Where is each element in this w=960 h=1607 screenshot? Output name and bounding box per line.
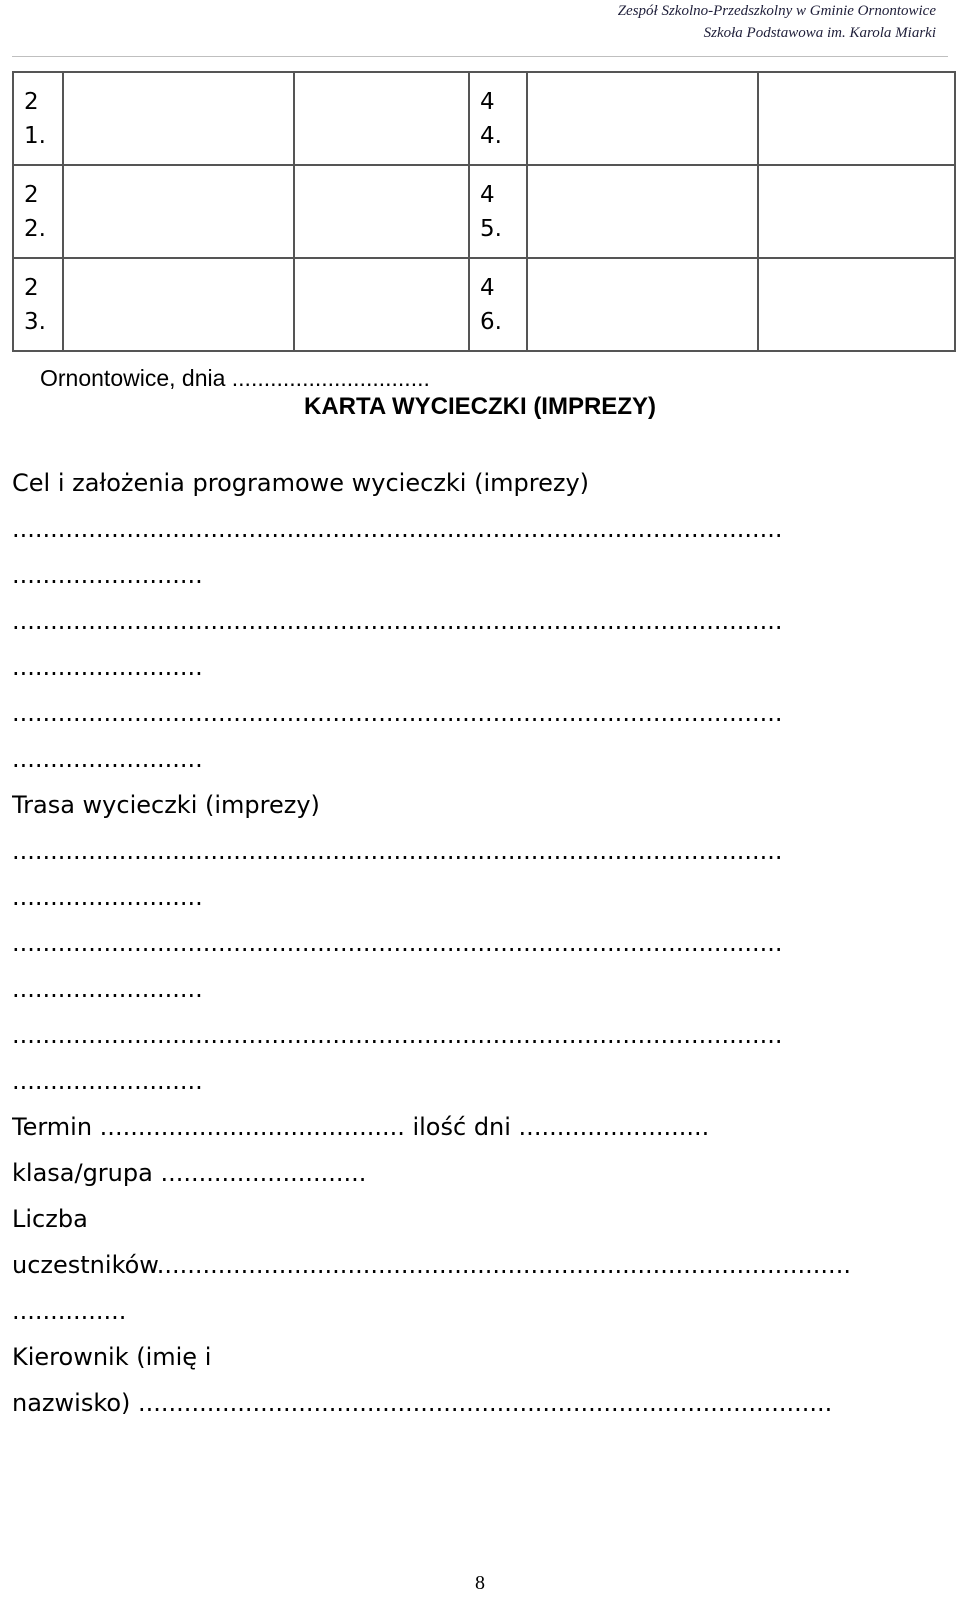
goals-line-2[interactable]: ..................................................................................................... [12, 607, 783, 635]
route-line-2[interactable]: ..................................................................................................... [12, 929, 783, 957]
term-days-field[interactable]: Termin ........................................ ilość dni ......................... [12, 1113, 710, 1141]
participants-count-field[interactable]: uczestników........................................................................................... [12, 1251, 851, 1279]
class-cell[interactable] [758, 258, 955, 351]
participants-table [12, 71, 956, 352]
goals-line-3[interactable]: ..................................................................................................... [12, 699, 783, 727]
name-cell[interactable] [63, 258, 294, 351]
leader-label: Kierownik (imię i [12, 1343, 212, 1371]
goals-line-1-cont[interactable]: ......................... [12, 561, 203, 589]
class-group-field[interactable]: klasa/grupa ........................... [12, 1159, 367, 1187]
table-row [13, 165, 955, 258]
row-number-cell: 2 1. [13, 72, 63, 165]
goals-line-2-cont[interactable]: ......................... [12, 653, 203, 681]
header-school-name: Szkoła Podstawowa im. Karola Miarki [703, 25, 936, 41]
goals-line-1[interactable]: ..................................................................................................... [12, 515, 783, 543]
participants-count-cont[interactable]: ............... [12, 1297, 127, 1325]
route-line-1[interactable]: ..................................................................................................... [12, 837, 783, 865]
row-number-cell: 2 3. [13, 258, 63, 351]
name-cell[interactable] [527, 165, 758, 258]
row-number-cell: 4 5. [469, 165, 527, 258]
class-cell[interactable] [294, 258, 469, 351]
route-line-3-cont[interactable]: ......................... [12, 1067, 203, 1095]
name-cell[interactable] [63, 165, 294, 258]
row-number-cell: 4 6. [469, 258, 527, 351]
header-school-group: Zespół Szkolno-Przedszkolny w Gminie Ornontowice [617, 3, 936, 19]
class-cell[interactable] [294, 72, 469, 165]
route-line-3[interactable]: ..................................................................................................... [12, 1021, 783, 1049]
form-title: KARTA WYCIECZKI (IMPREZY) [304, 393, 656, 420]
row-number-cell: 4 4. [469, 72, 527, 165]
name-cell[interactable] [63, 72, 294, 165]
table-row [13, 72, 955, 165]
goals-label: Cel i założenia programowe wycieczki (imprezy) [12, 469, 590, 497]
route-label: Trasa wycieczki (imprezy) [12, 791, 320, 819]
name-cell[interactable] [527, 72, 758, 165]
table-row [13, 258, 955, 351]
form-body [12, 460, 952, 1426]
participants-count-label: Liczba [12, 1205, 88, 1233]
header-divider [12, 56, 948, 57]
route-line-1-cont[interactable]: ......................... [12, 883, 203, 911]
name-cell[interactable] [527, 258, 758, 351]
page-header [618, 0, 936, 44]
class-cell[interactable] [758, 72, 955, 165]
class-cell[interactable] [294, 165, 469, 258]
goals-line-3-cont[interactable]: ......................... [12, 745, 203, 773]
route-line-2-cont[interactable]: ......................... [12, 975, 203, 1003]
page-number: 8 [475, 1572, 485, 1594]
leader-name-field[interactable]: nazwisko) ........................................................................................... [12, 1389, 833, 1417]
row-number-cell: 2 2. [13, 165, 63, 258]
place-date-field[interactable]: Ornontowice, dnia ............................... [40, 365, 430, 391]
class-cell[interactable] [758, 165, 955, 258]
